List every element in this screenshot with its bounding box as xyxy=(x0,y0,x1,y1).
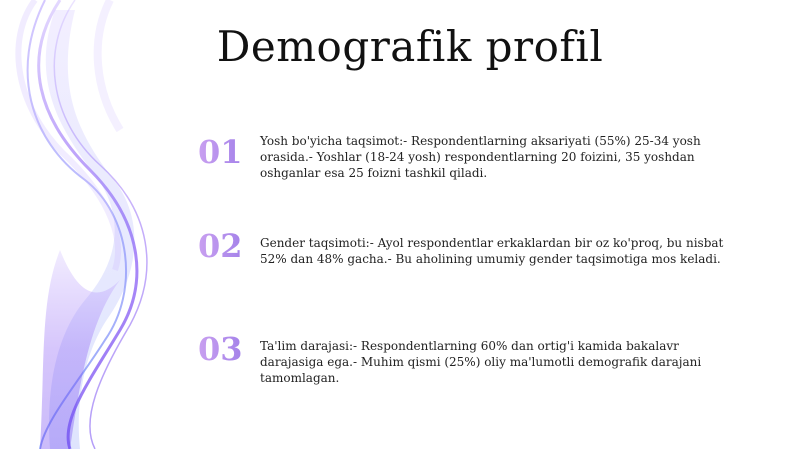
item-text: Gender taqsimoti:- Ayol respondentlar erkaklardan bir oz ko'proq, bu nisbat 52% dan 48% gacha.- Bu aholining umumiy gender taqsimotiga mos keladi. xyxy=(260,236,724,266)
item-text: Ta'lim darajasi:- Respondentlarning 60% dan ortig'i kamida bakalavr darajasiga ega.- Muhim qismi (25%) oliy ma'lumotli demografik darajani tamomlagan. xyxy=(260,339,702,385)
page-title: Demografik profil xyxy=(216,22,604,71)
item-number: 02 xyxy=(198,227,254,265)
item-text: Yosh bo'yicha taqsimot:- Respondentlarning aksariyati (55%) 25-34 yosh orasida.- Yoshlar (18-24 yosh) respondentlarning 20 foizini, 35 yoshdan oshganlar esa 25 foizni tashkil qiladi. xyxy=(260,134,701,180)
item-number: 01 xyxy=(198,133,254,171)
item-number: 03 xyxy=(198,330,254,368)
